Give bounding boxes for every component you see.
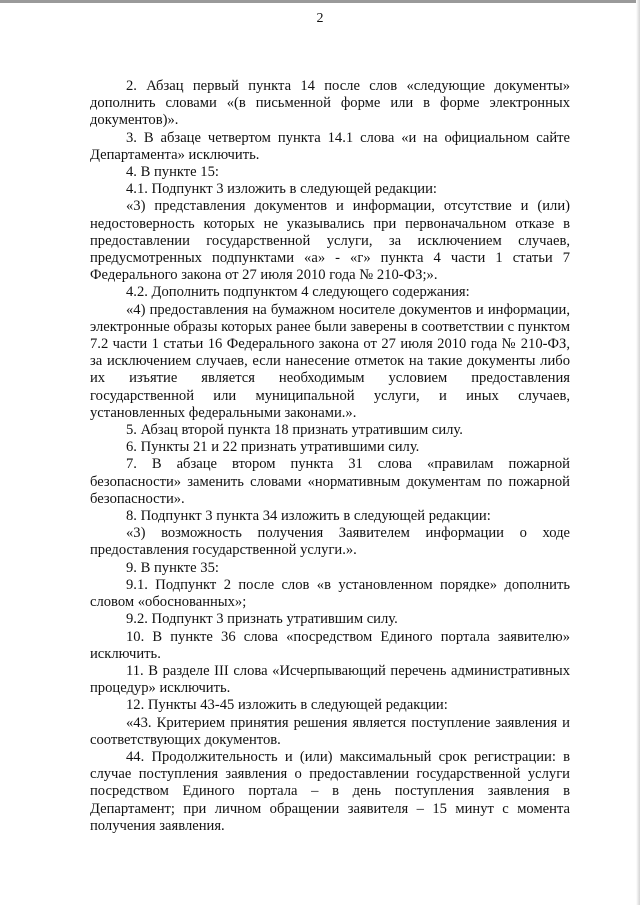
scan-edge-right [636, 0, 640, 905]
paragraph: 9. В пункте 35: [126, 559, 219, 576]
paragraph: «43. Критерием принятия решения является поступление заявления и соответствующих документов. [90, 714, 570, 748]
paragraph: 3. В абзаце четвертом пункта 14.1 слова «и на официальном сайте Департамента» исключить. [90, 129, 570, 163]
paragraph: 44. Продолжительность и (или) максимальный срок регистрации: в случае поступления заявления о предоставлении государственной услуги посредством Единого портала – в день поступления заявления в Департамент; при личном обращении заявителя – 15 минут с момента получения заявления. [90, 748, 570, 834]
paragraph: 9.1. Подпункт 2 после слов «в установленном порядке» дополнить словом «обоснованных»; [90, 576, 570, 611]
paragraph: 11. В разделе III слова «Исчерпывающий перечень административных процедур» исключить. [90, 662, 570, 697]
document-body [90, 78, 570, 835]
scan-edge-top [0, 0, 640, 3]
paragraph: 4.1. Подпункт 3 изложить в следующей редакции: [126, 181, 437, 198]
paragraph: 7. В абзаце втором пункта 31 слова «правилам пожарной безопасности» заменить словами «нормативным документам по пожарной безопасности». [90, 456, 570, 507]
paragraph: 10. В пункте 36 слова «посредством Единого портала заявителю» исключить. [90, 628, 570, 662]
paragraph: 5. Абзац второй пункта 18 признать утратившим силу. [126, 422, 463, 439]
paragraph: 12. Пункты 43-45 изложить в следующей редакции: [126, 697, 448, 714]
paragraph: 4. В пункте 15: [126, 164, 219, 181]
paragraph: 8. Подпункт 3 пункта 34 изложить в следующей редакции: [126, 508, 491, 525]
page-number: 2 [316, 11, 324, 26]
paragraph: 4.2. Дополнить подпунктом 4 следующего содержания: [126, 284, 470, 301]
paragraph: «4) предоставления на бумажном носителе документов и информации, электронные образы которых ранее были заверены в соответствии с пунктом 7.2 части 1 статьи 16 Федерального закона от 27 июля 2010 года № 210-ФЗ, за исключением случаев, если нанесение отметок на такие документы либо их изъятие является необходимым условием предоставления государственной или муниципальной услуги, и иных случаев, установленных федеральными законами.». [90, 301, 570, 421]
paragraph: «3) возможность получения Заявителем информации о ходе предоставления государственной услуги.». [90, 525, 570, 559]
paragraph: 6. Пункты 21 и 22 признать утратившими силу. [126, 439, 420, 456]
paragraph: «3) представления документов и информации, отсутствие и (или) недостоверность которых не указывались при первоначальном отказе в предоставлении государственной услуги, за исключением случаев, предусмотренных подпунктами «а» - «г» пункта 4 части 1 статьи 7 Федерального закона от 27 июля 2010 года № 210-ФЗ;». [90, 198, 570, 284]
paragraph: 9.2. Подпункт 3 признать утратившим силу. [126, 611, 398, 628]
paragraph: 2. Абзац первый пункта 14 после слов «следующие документы» дополнить словами «(в письменной форме или в форме электронных документов)». [90, 78, 570, 129]
